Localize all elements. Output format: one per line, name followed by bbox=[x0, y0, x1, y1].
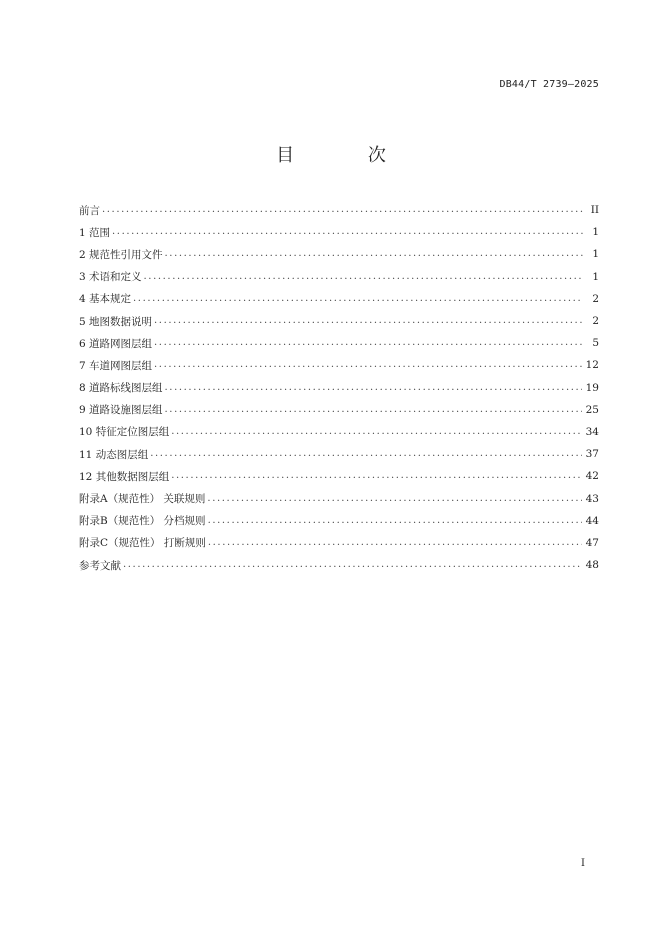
toc-entry-page: 37 bbox=[585, 448, 599, 461]
toc-entry[interactable] bbox=[79, 243, 599, 265]
toc-entry[interactable] bbox=[79, 443, 599, 465]
toc-entry-page: 43 bbox=[585, 492, 599, 505]
toc-dot-leader bbox=[154, 337, 583, 349]
toc-entry-page: 12 bbox=[585, 359, 599, 372]
toc-entry-label: 2 规范性引用文件 bbox=[79, 248, 163, 261]
toc-dot-leader bbox=[144, 271, 583, 283]
toc-entry-label: 附录A（规范性） 关联规则 bbox=[79, 493, 206, 506]
toc-dot-leader bbox=[208, 537, 582, 549]
table-of-contents bbox=[79, 199, 599, 576]
toc-entry-page: 1 bbox=[592, 226, 599, 239]
page-title: 目 次 bbox=[276, 145, 420, 166]
toc-dot-leader bbox=[102, 204, 583, 216]
toc-entry-label: 8 道路标线图层组 bbox=[79, 382, 163, 395]
toc-entry-page: 5 bbox=[592, 337, 599, 350]
toc-entry-page: 25 bbox=[585, 403, 599, 416]
toc-entry-label: 4 基本规定 bbox=[79, 293, 132, 306]
toc-entry-label: 11 动态图层组 bbox=[79, 448, 149, 461]
toc-entry-label: 12 其他数据图层组 bbox=[79, 470, 170, 483]
toc-entry-page: 1 bbox=[592, 270, 599, 283]
toc-dot-leader bbox=[123, 559, 582, 571]
toc-entry[interactable] bbox=[79, 266, 599, 288]
toc-entry-label: 7 车道网图层组 bbox=[79, 359, 153, 372]
toc-entry[interactable] bbox=[79, 377, 599, 399]
toc-entry-label: 3 术语和定义 bbox=[79, 271, 142, 284]
toc-entry[interactable] bbox=[79, 487, 599, 509]
toc-entry-page: 34 bbox=[585, 425, 599, 438]
toc-entry-page: 19 bbox=[585, 381, 599, 394]
toc-entry[interactable] bbox=[79, 532, 599, 554]
toc-entry-page: 47 bbox=[585, 536, 599, 549]
toc-entry-label: 前言 bbox=[79, 204, 100, 217]
toc-entry-page: 2 bbox=[592, 292, 599, 305]
toc-dot-leader bbox=[150, 448, 581, 460]
toc-entry[interactable] bbox=[79, 399, 599, 421]
toc-entry[interactable] bbox=[79, 421, 599, 443]
toc-entry-label: 5 地图数据说明 bbox=[79, 315, 153, 328]
toc-entry[interactable] bbox=[79, 221, 599, 243]
document-code: DB44/T 2739—2025 bbox=[499, 79, 599, 90]
toc-entry-label: 1 范围 bbox=[79, 226, 111, 239]
toc-entry[interactable] bbox=[79, 199, 599, 221]
toc-entry-page: 1 bbox=[592, 248, 599, 261]
toc-entry-page: 2 bbox=[592, 315, 599, 328]
toc-entry[interactable] bbox=[79, 332, 599, 354]
toc-entry-label: 附录C（规范性） 打断规则 bbox=[79, 537, 206, 550]
toc-entry[interactable] bbox=[79, 465, 599, 487]
toc-entry-label: 参考文献 bbox=[79, 559, 121, 572]
toc-entry-page: 44 bbox=[585, 514, 599, 527]
toc-dot-leader bbox=[171, 426, 581, 438]
toc-dot-leader bbox=[154, 315, 583, 327]
toc-dot-leader bbox=[133, 293, 583, 305]
toc-dot-leader bbox=[165, 382, 582, 394]
toc-dot-leader bbox=[112, 226, 583, 238]
toc-dot-leader bbox=[165, 248, 583, 260]
toc-entry-label: 9 道路设施图层组 bbox=[79, 404, 163, 417]
page-number: I bbox=[581, 858, 585, 869]
toc-entry-label: 附录B（规范性） 分档规则 bbox=[79, 515, 206, 528]
toc-dot-leader bbox=[171, 470, 581, 482]
toc-dot-leader bbox=[154, 359, 582, 371]
toc-entry[interactable] bbox=[79, 554, 599, 576]
toc-dot-leader bbox=[165, 404, 582, 416]
toc-entry[interactable] bbox=[79, 354, 599, 376]
toc-dot-leader bbox=[208, 515, 582, 527]
toc-entry-page: 48 bbox=[585, 559, 599, 572]
toc-entry-page: II bbox=[590, 204, 599, 217]
toc-entry[interactable] bbox=[79, 510, 599, 532]
toc-entry-label: 10 特征定位图层组 bbox=[79, 426, 170, 439]
toc-entry-page: 42 bbox=[585, 470, 599, 483]
toc-dot-leader bbox=[207, 493, 581, 505]
toc-entry[interactable] bbox=[79, 310, 599, 332]
toc-entry[interactable] bbox=[79, 288, 599, 310]
toc-entry-label: 6 道路网图层组 bbox=[79, 337, 153, 350]
